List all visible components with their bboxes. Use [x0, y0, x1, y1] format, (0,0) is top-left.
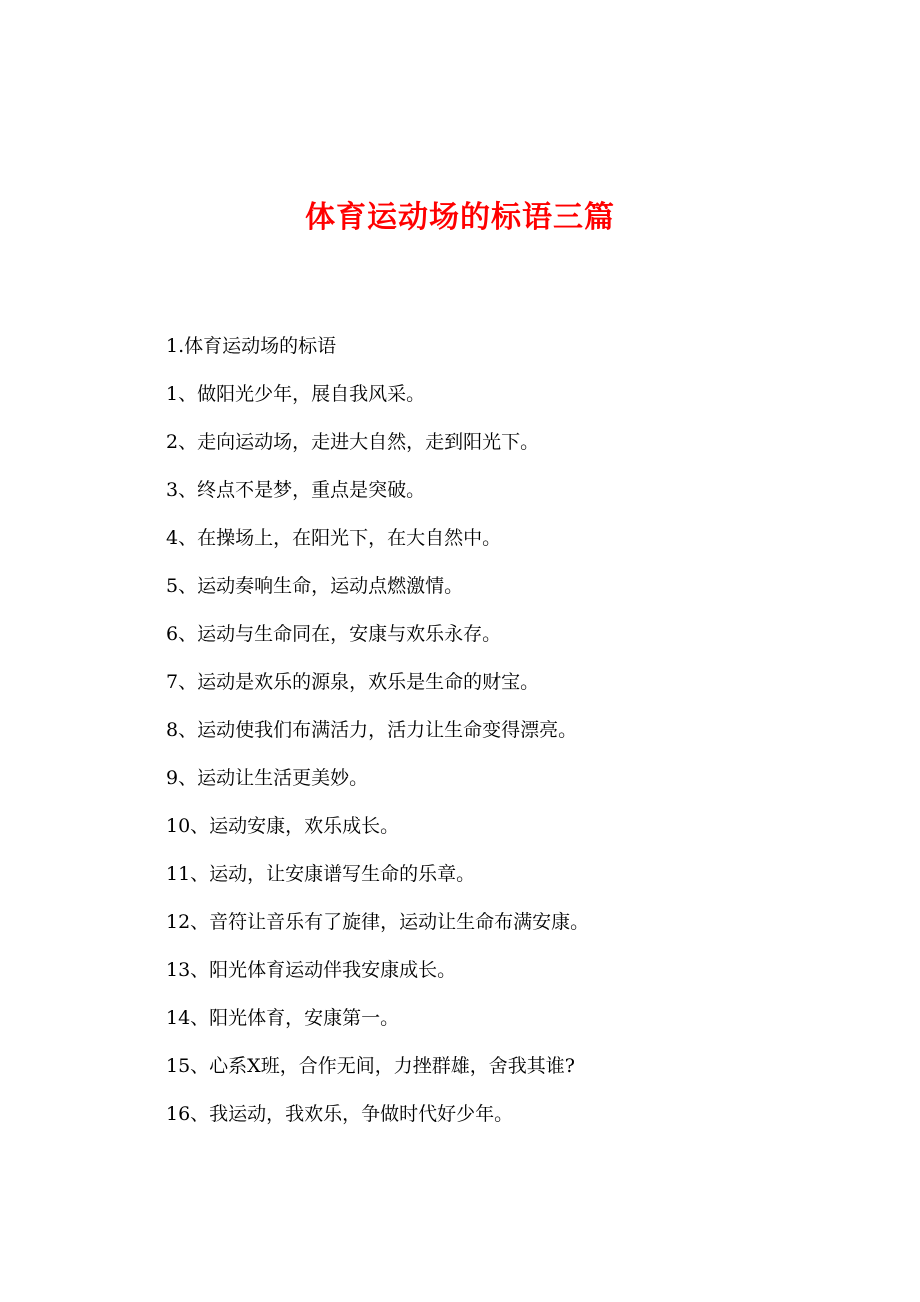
slogan-item: 2、走向运动场，走进大自然，走到阳光下。 — [166, 431, 540, 453]
slogan-item: 12、音符让音乐有了旋律，运动让生命布满安康。 — [166, 911, 590, 933]
slogan-item: 15、心系X班，合作无间，力挫群雄，舍我其谁? — [166, 1055, 575, 1077]
document-title: 体育运动场的标语三篇 — [305, 200, 615, 235]
slogan-item: 16、我运动，我欢乐，争做时代好少年。 — [166, 1103, 514, 1125]
slogan-item: 9、运动让生活更美妙。 — [166, 767, 369, 789]
slogan-item: 8、运动使我们布满活力，活力让生命变得漂亮。 — [166, 719, 578, 741]
slogan-item: 5、运动奏响生命，运动点燃激情。 — [166, 575, 464, 597]
slogan-item: 3、终点不是梦，重点是突破。 — [166, 479, 426, 501]
slogan-list — [166, 328, 866, 1144]
slogan-item: 6、运动与生命同在，安康与欢乐永存。 — [166, 623, 502, 645]
slogan-item: 14、阳光体育，安康第一。 — [166, 1007, 400, 1029]
slogan-item: 10、运动安康，欢乐成长。 — [166, 815, 400, 837]
slogan-item: 13、阳光体育运动伴我安康成长。 — [166, 959, 457, 981]
slogan-item: 4、在操场上，在阳光下，在大自然中。 — [166, 527, 502, 549]
slogan-item: 7、运动是欢乐的源泉，欢乐是生命的财宝。 — [166, 671, 540, 693]
slogan-item: 11、运动，让安康谱写生命的乐章。 — [166, 863, 476, 885]
slogan-item: 1、做阳光少年，展自我风采。 — [166, 383, 426, 405]
section-heading: 1.体育运动场的标语 — [166, 335, 337, 357]
